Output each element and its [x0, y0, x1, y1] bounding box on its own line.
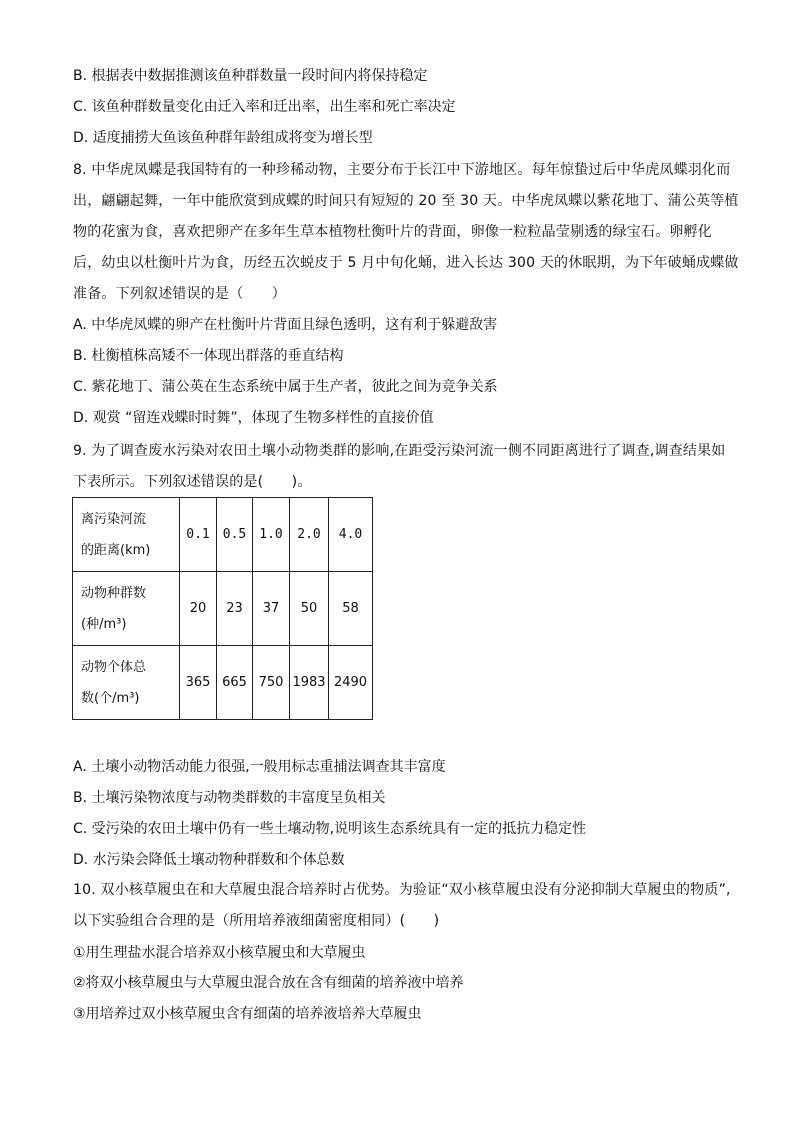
q10-item-2: ②将双小核草履虫与大草履虫混合放在含有细菌的培养液中培养: [73, 975, 464, 991]
row-header-species: 动物种群数 (种/m³): [73, 572, 180, 646]
q8-stem-line: 出，翩翩起舞，一年中能欣赏到成蝶的时间只有短短的 20 至 30 天。中华虎凤蝶以紫花地丁、蒲公英等植: [73, 193, 739, 209]
table-row: [73, 572, 373, 646]
survey-table: [72, 497, 373, 720]
q10-item-1: ①用生理盐水混合培养双小核草履虫和大草履虫: [73, 945, 366, 961]
q10-stem-line: 10. 双小核草履虫在和大草履虫混合培养时占优势。为验证“双小核草履虫没有分泌抑制大草履虫的物质”,: [73, 882, 731, 898]
table-cell: 0.1: [180, 498, 217, 572]
table-cell: 1983: [290, 646, 329, 720]
q8-option-b: B. 杜衡植株高矮不一体现出群落的垂直结构: [73, 348, 344, 364]
table-cell: 2490: [329, 646, 373, 720]
q8-stem-line: 准备。下列叙述错误的是（ ）: [73, 286, 286, 302]
q7-option-b: B. 根据表中数据推测该鱼种群数量一段时间内将保持稳定: [73, 68, 428, 84]
q10-stem-line: 以下实验组合合理的是（所用培养液细菌密度相同）( ): [73, 913, 440, 929]
table-cell: 4.0: [329, 498, 373, 572]
q9-stem-line: 9. 为了调查废水污染对农田土壤小动物类群的影响,在距受污染河流一侧不同距离进行了调查,调查结果如: [73, 443, 726, 459]
q8-stem-line: 物的花蜜为食，喜欢把卵产在多年生草本植物杜衡叶片的背面，卵像一粒粒晶莹剔透的绿宝石。卵孵化: [73, 224, 712, 240]
q9-option-b: B. 土壤污染物浓度与动物类群数的丰富度呈负相关: [73, 790, 386, 806]
q8-stem-line: 8. 中华虎凤蝶是我国特有的一种珍稀动物，主要分布于长江中下游地区。每年惊蛰过后中华虎凤蝶羽化而: [73, 162, 731, 178]
q10-item-3: ③用培养过双小核草履虫含有细菌的培养液培养大草履虫: [73, 1006, 422, 1022]
q9-stem-line: 下表所示。下列叙述错误的是( )。: [73, 474, 312, 490]
q8-option-d: D. 观赏 “留连戏蝶时时舞”，体现了生物多样性的直接价值: [73, 410, 434, 426]
q7-option-d: D. 适度捕捞大鱼该鱼种群年龄组成将变为增长型: [73, 130, 373, 146]
q9-option-c: C. 受污染的农田土壤中仍有一些土壤动物,说明该生态系统具有一定的抵抗力稳定性: [73, 821, 587, 837]
table-cell: 1.0: [253, 498, 290, 572]
table-cell: 750: [253, 646, 290, 720]
table-cell: 365: [180, 646, 217, 720]
q8-option-c: C. 紫花地丁、蒲公英在生态系统中属于生产者，彼此之间为竞争关系: [73, 379, 498, 395]
q8-option-a: A. 中华虎凤蝶的卵产在杜衡叶片背面且绿色透明，这有利于躲避敌害: [73, 317, 498, 333]
q9-stem: [73, 436, 726, 498]
table-cell: 37: [253, 572, 290, 646]
table-cell: 23: [217, 572, 253, 646]
table-cell: 0.5: [217, 498, 253, 572]
table-cell: 665: [217, 646, 253, 720]
row-header-individuals: 动物个体总 数(个/m³): [73, 646, 180, 720]
q8-stem: [73, 155, 739, 310]
q8-stem-line: 后，幼虫以杜衡叶片为食，历经五次蜕皮于 5 月中旬化蛹，进入长达 300 天的休眠期，为下年破蛹成蝶做: [73, 255, 739, 271]
q9-option-d: D. 水污染会降低土壤动物种群数和个体总数: [73, 852, 345, 868]
table-row: [73, 646, 373, 720]
table-row: [73, 498, 373, 572]
table-cell: 2.0: [290, 498, 329, 572]
table-cell: 20: [180, 572, 217, 646]
q10-stem: [73, 875, 731, 937]
row-header-distance: 离污染河流 的距离(km): [73, 498, 180, 572]
table-cell: 50: [290, 572, 329, 646]
q7-option-c: C. 该鱼种群数量变化由迁入率和迁出率，出生率和死亡率决定: [73, 99, 456, 115]
table-cell: 58: [329, 572, 373, 646]
q9-option-a: A. 土壤小动物活动能力很强,一般用标志重捕法调查其丰富度: [73, 759, 446, 775]
